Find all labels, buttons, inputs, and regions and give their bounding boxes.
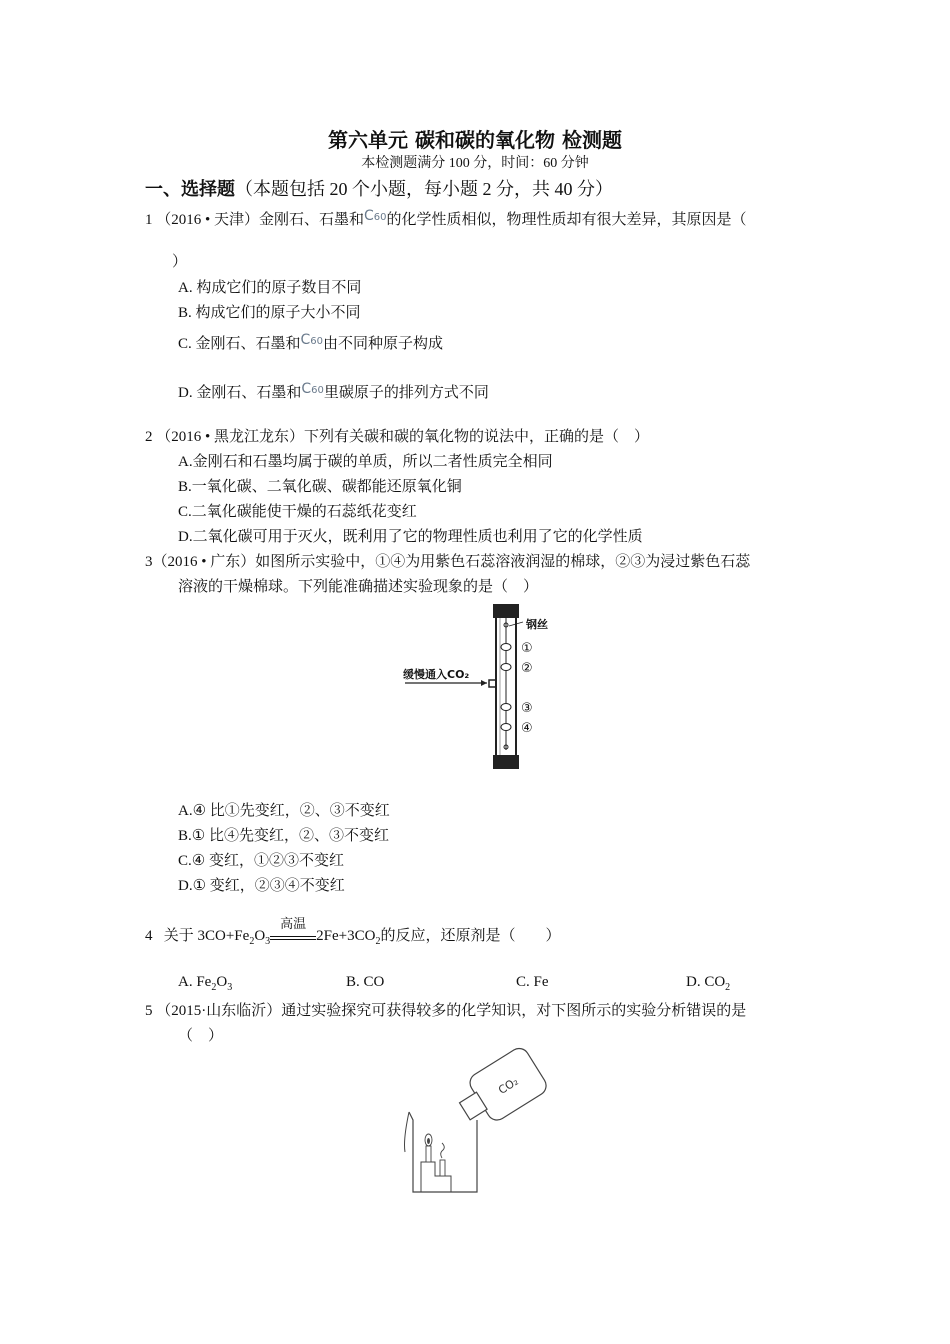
bottle-label: CO₂ [496,1074,521,1097]
section-note: （本题包括 20 个小题，每小题 2 分，共 40 分） [235,179,613,199]
option-4d: D. $CO_2$ [686,974,731,993]
option-3b: B.① 比④先变红，②、③不变红 [178,828,389,844]
question-number: 5 [145,1003,153,1019]
section-heading [145,175,613,201]
question-1-close: ） [172,254,188,270]
option-2d: D.二氧化碳可用于灭火，既利用了它的物理性质也利用了它的化学性质 [178,529,643,545]
tube-bottom-stopper [493,755,519,769]
question-5-stem: （2015·山东临沂）通过实验探究可获得较多的化学知识，对下图所示的实验分析错误的是 [156,1003,747,1019]
question-4-pre: 关于 3CO+Fe [163,928,250,944]
co2-tube-figure [395,600,570,775]
option-1d-pre: D. 金刚石、石墨和 [178,385,302,401]
option-1c-pre: C. 金刚石、石墨和 [178,336,301,352]
cotton-ball-3 [501,704,511,711]
option-1a: A. 构成它们的原子数目不同 [178,280,362,296]
ball-label-1: ① [521,641,533,656]
c60-formula: C60 [300,332,324,348]
option-4d-text: D. CO [686,974,726,990]
option-3d: D.① 变红，②③④不变红 [178,878,345,894]
option-1c-post: 由不同种原子构成 [323,336,444,352]
question-1-stem-a: （2016 • 天津）金刚石、石墨和 [156,212,365,228]
flame-core [427,1138,430,1144]
question-number: 4 [145,928,153,944]
cotton-ball-2 [501,664,511,671]
beaker-lip [405,1112,410,1152]
side-inlet [489,680,496,687]
question-number: 3 [145,554,153,570]
option-3a: A.④ 比①先变红，②、③不变红 [178,803,390,819]
option-1c [178,332,443,353]
reaction-condition [270,916,316,940]
page-subtitle: 本检测题满分 100 分，时间：60 分钟 [361,156,589,171]
ball-label-2: ② [521,661,533,676]
question-4-post: 的反应，还原剂是（ ） [380,928,561,944]
question-2-stem: （2016 • 黑龙江龙东）下列有关碳和碳的氧化物的说法中，正确的是（ ） [156,429,650,445]
reaction-condition-label: 高温 [280,916,307,931]
question-3-stem-line1: （2016 • 广东）如图所示实验中，①④为用紫色石蕊溶液润湿的棉球，②③为浸过紫色石蕊 [152,554,751,570]
question-1 [145,208,747,229]
question-5 [145,999,746,1020]
tube-top-stopper [493,604,519,618]
inlet-arrow-head [481,680,487,686]
question-number: 1 [145,212,153,228]
question-4: 4 关于 $3CO+Fe_2O_3$ 高温 $2Fe+3CO_2$的反应，还原剂是（ ） [145,924,560,947]
option-1d-post: 里碳原子的排列方式不同 [323,385,489,401]
option-2a: A.金刚石和石墨均属于碳的单质，所以二者性质完全相同 [178,454,553,470]
section-title: 一、选择题 [145,179,235,200]
option-4a-text: A. Fe [178,974,212,990]
question-3-stem-line2: 溶液的干燥棉球。下列能准确描述实验现象的是（ ） [178,579,539,595]
option-1d [178,381,489,402]
option-1b: B. 构成它们的原子大小不同 [178,305,361,321]
option-2b: B.一氧化碳、二氧化碳、碳都能还原氧化铜 [178,479,462,495]
c60-formula: C60 [364,208,387,224]
question-3 [145,550,750,571]
c60-formula: C60 [301,381,324,397]
question-2 [145,425,649,446]
option-2c: C.二氧化碳能使干燥的石蕊纸花变红 [178,504,417,520]
upper-candle [426,1146,431,1162]
ball-label-3: ③ [521,701,533,716]
smoke-wisp [441,1143,445,1158]
option-4a: A. $Fe_2O_3$ [178,974,233,993]
option-3c: C.④ 变红，①②③不变红 [178,853,344,869]
question-1-stem-b: 的化学性质相似，物理性质却有很大差异，其原因是（ [386,212,747,228]
beaker [409,1112,477,1192]
inlet-label: 缓慢通入CO₂ [403,668,470,681]
cotton-ball-1 [501,644,511,651]
stair-stand [421,1162,451,1192]
option-4b: B. CO [346,974,385,990]
lower-candle [440,1160,445,1176]
reaction-equals [270,936,316,940]
option-4c: C. Fe [516,974,549,990]
question-4-mid: 2Fe+3CO [316,928,376,944]
question-5-paren: （ ） [178,1028,224,1044]
ball-label-4: ④ [521,721,533,736]
gas-bottle [451,1045,550,1134]
question-number: 2 [145,429,153,445]
co2-pour-figure [395,1040,560,1200]
wire-label: 钢丝 [526,618,548,631]
cotton-ball-4 [501,724,511,731]
page-title: 第六单元 碳和碳的氧化物 检测题 [328,128,622,152]
